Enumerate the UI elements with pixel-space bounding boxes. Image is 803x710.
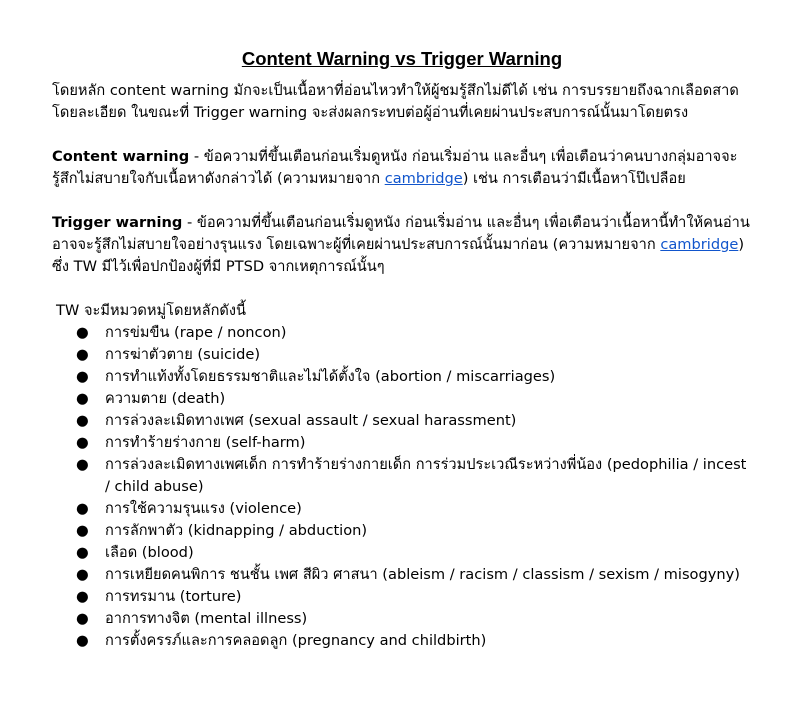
list-item-text: การข่มขืน (rape / noncon) <box>105 324 287 341</box>
trigger-warning-term: Trigger warning <box>52 214 183 231</box>
list-item <box>76 432 752 454</box>
bullet-icon: ● <box>76 324 89 341</box>
cambridge-link[interactable]: cambridge <box>660 236 739 253</box>
list-item-text: การฆ่าตัวตาย (suicide) <box>105 346 261 363</box>
list-item <box>76 564 752 586</box>
content-warning-text: - ข้อความที่ขึ้นเตือนก่อนเริ่มดูหนัง ก่อนเริ่มอ่าน และอื่นๆ เพื่อเตือนว่าคนบางกลุ่มอาจจะรู้สึกไม่สบายใจกับเนื้อหาดังกล่าวได้ (ความหมายจาก <box>52 148 738 187</box>
bullet-icon: ● <box>76 412 89 429</box>
bullet-icon: ● <box>76 522 89 539</box>
list-item <box>76 520 752 542</box>
document-page <box>52 46 752 652</box>
bullet-icon: ● <box>76 588 89 605</box>
content-warning-term: Content warning <box>52 148 190 165</box>
list-item-text: การทรมาน (torture) <box>105 588 242 605</box>
bullet-icon: ● <box>76 500 89 517</box>
list-item <box>76 366 752 388</box>
list-item <box>76 630 752 652</box>
list-item-text: อาการทางจิต (mental illness) <box>105 610 308 627</box>
list-item <box>76 410 752 432</box>
bullet-icon: ● <box>76 434 89 451</box>
bullet-icon: ● <box>76 566 89 583</box>
bullet-icon: ● <box>76 390 89 407</box>
list-item-text: เลือด (blood) <box>105 544 194 561</box>
bullet-icon: ● <box>76 456 89 473</box>
list-item-text: การล่วงละเมิดทางเพศเด็ก การทำร้ายร่างกายเด็ก การร่วมประเวณีระหว่างพี่น้อง (pedophilia / incest / child abuse) <box>105 456 747 495</box>
bullet-icon: ● <box>76 346 89 363</box>
list-item <box>76 542 752 564</box>
categories-heading: TW จะมีหมวดหมู่โดยหลักดังนี้ <box>56 302 246 319</box>
list-item-text: การล่วงละเมิดทางเพศ (sexual assault / sexual harassment) <box>105 412 517 429</box>
trigger-warning-note: ) ซึ่ง TW มีไว้เพื่อปกป้องผู้ที่มี PTSD จากเหตุการณ์นั้นๆ <box>52 236 745 275</box>
bullet-icon: ● <box>76 632 89 649</box>
trigger-warning-text: - ข้อความที่ขึ้นเตือนก่อนเริ่มดูหนัง ก่อนเริ่มอ่าน และอื่นๆ เพื่อเตือนว่าเนื้อหานี้ทำให้คนอ่านอาจจะรู้สึกไม่สบายใจอย่างรุนแรง โดยเฉพาะผู้ที่เคยผ่านประสบการณ์นั้นมาก่อน (ความหมายจาก <box>52 214 750 253</box>
intro-paragraph: โดยหลัก content warning มักจะเป็นเนื้อหาที่อ่อนไหวทำให้ผู้ชมรู้สึกไม่ดีได้ เช่น การบรรยายถึงฉากเลือดสาดโดยละเอียด ในขณะที่ Trigger warning จะส่งผลกระทบต่อผู้อ่านที่เคยผ่านประสบการณ์นั้นมาโดยตรง <box>52 82 739 121</box>
list-item-text: การเหยียดคนพิการ ชนชั้น เพศ สีผิว ศาสนา (ableism / racism / classism / sexism / misogyny) <box>105 566 740 583</box>
list-item <box>76 388 752 410</box>
content-warning-definition <box>52 146 752 190</box>
list-item <box>76 454 752 498</box>
list-item-text: การทำร้ายร่างกาย (self-harm) <box>105 434 306 451</box>
list-item-text: การลักพาตัว (kidnapping / abduction) <box>105 522 368 539</box>
cambridge-link[interactable]: cambridge <box>384 170 463 187</box>
list-item <box>76 322 752 344</box>
list-item-text: การใช้ความรุนแรง (violence) <box>105 500 302 517</box>
bullet-icon: ● <box>76 610 89 627</box>
trigger-warning-definition <box>52 212 752 278</box>
document-title: Content Warning vs Trigger Warning <box>241 48 563 69</box>
list-item <box>76 608 752 630</box>
list-item <box>76 498 752 520</box>
bullet-icon: ● <box>76 368 89 385</box>
list-item <box>76 586 752 608</box>
content-warning-example: ) เช่น การเตือนว่ามีเนื้อหาโป๊เปลือย <box>462 170 686 187</box>
list-item-text: การตั้งครรภ์และการคลอดลูก (pregnancy and childbirth) <box>105 632 487 649</box>
list-item-text: ความตาย (death) <box>105 390 226 407</box>
list-item <box>76 344 752 366</box>
list-item-text: การทำแท้งทั้งโดยธรรมชาติและไม่ได้ตั้งใจ (abortion / miscarriages) <box>105 368 556 385</box>
bullet-icon: ● <box>76 544 89 561</box>
categories-list <box>52 322 752 652</box>
